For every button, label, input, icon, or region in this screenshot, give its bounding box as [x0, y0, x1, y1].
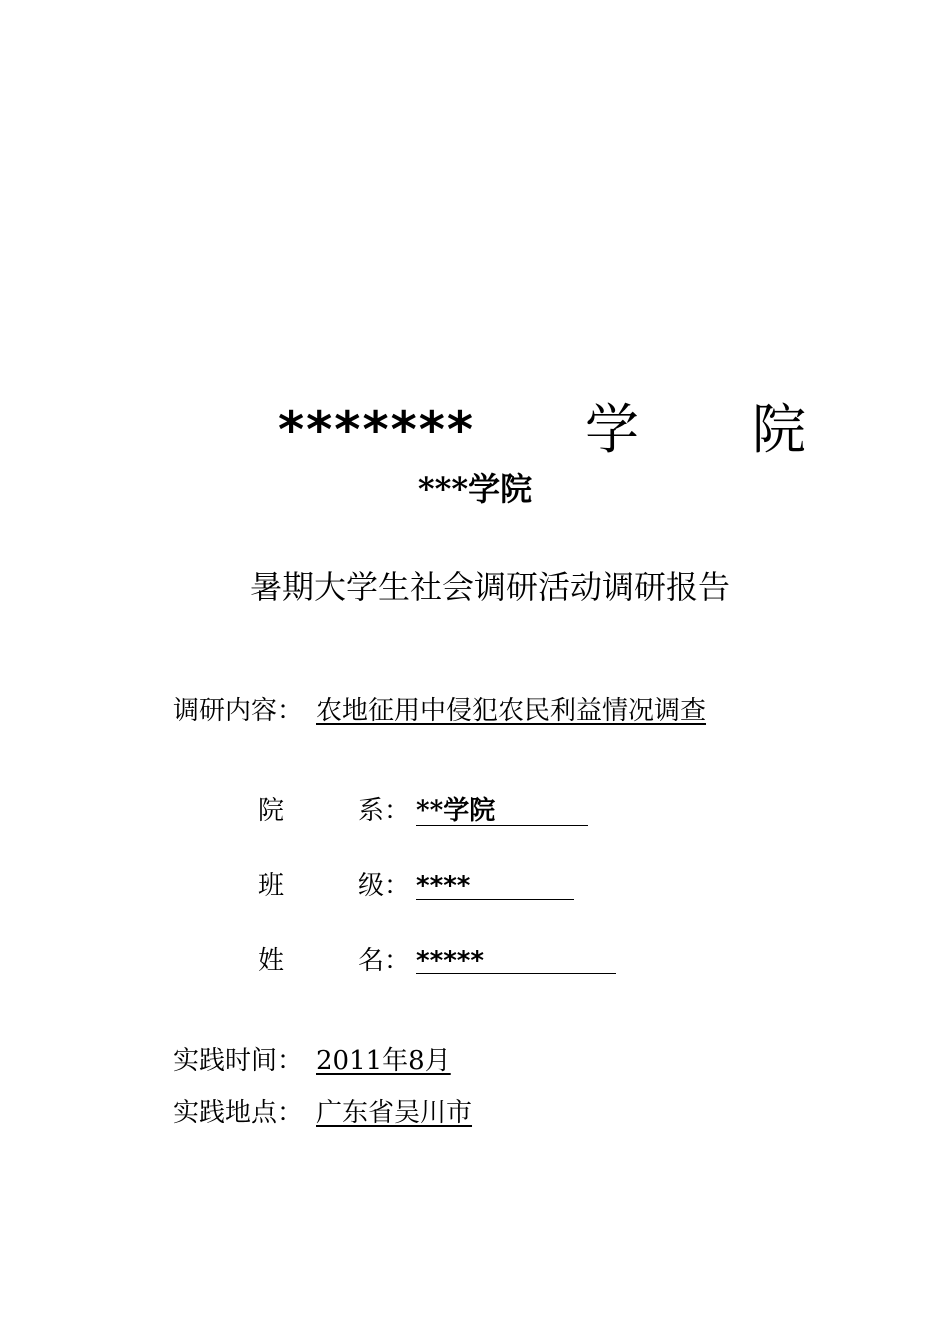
practice-place-label: 实践地点：: [173, 1098, 304, 1128]
name-value: *****: [416, 946, 484, 976]
college-title-char-xue: 学: [585, 398, 639, 461]
dept-underline: [416, 825, 588, 826]
class-label-b: 级：: [358, 871, 411, 901]
research-content-value: 农地征用中侵犯农民利益情况调查: [316, 696, 707, 726]
report-title: 暑期大学生社会调研活动调研报告: [249, 568, 730, 606]
practice-time-value: 2011年8月: [316, 1046, 451, 1076]
name-label-a: 姓: [258, 946, 285, 976]
class-underline: [416, 899, 574, 900]
class-value: ****: [416, 871, 471, 901]
research-content-label: 调研内容：: [173, 696, 304, 726]
dept-label-a: 院: [258, 796, 285, 826]
name-label-b: 名：: [358, 946, 411, 976]
dept-value: **学院: [416, 796, 496, 826]
dept-label-b: 系：: [358, 796, 411, 826]
sub-college-name: ***学院: [417, 470, 533, 508]
college-title-char-yuan: 院: [752, 398, 806, 461]
class-label-a: 班: [258, 871, 285, 901]
name-underline: [416, 973, 616, 974]
practice-time-label: 实践时间：: [173, 1046, 304, 1076]
practice-place-value: 广东省吴川市: [316, 1098, 473, 1128]
college-name-stars: *******: [278, 401, 476, 459]
